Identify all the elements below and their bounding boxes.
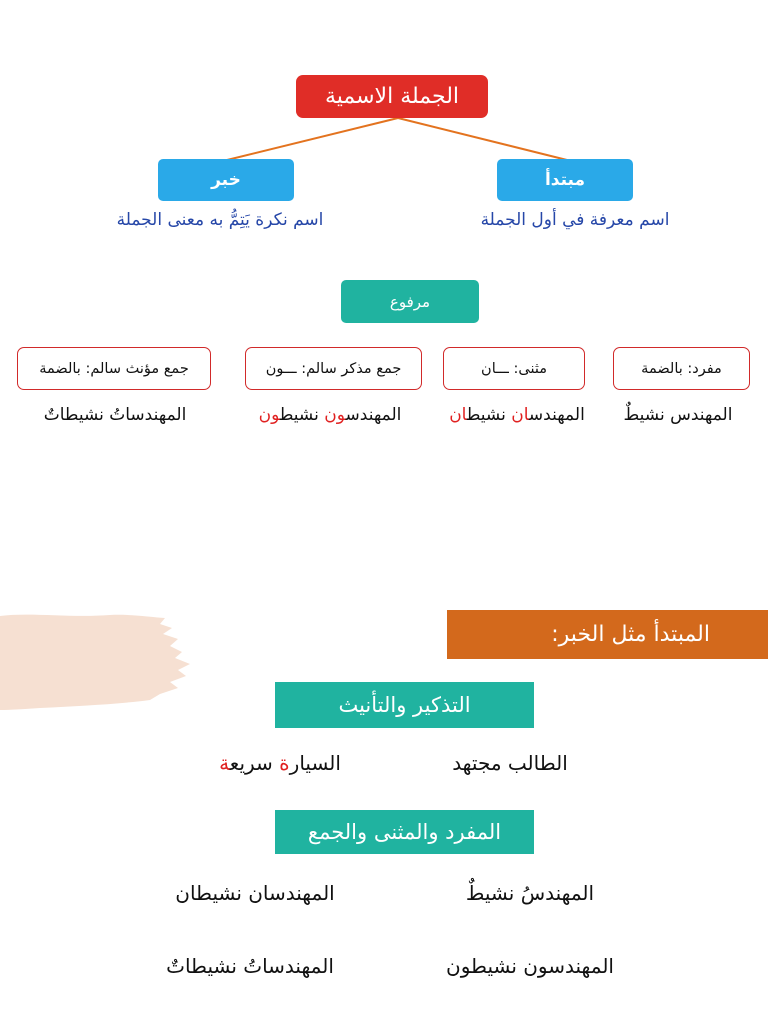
number-example-masc-plural: المهندسون نشيطون xyxy=(446,954,614,978)
example-muannath xyxy=(25,405,205,425)
connector-root-mubtada xyxy=(398,118,567,160)
gender-title: التذكير والتأنيث xyxy=(275,682,534,728)
root-node: الجملة الاسمية xyxy=(296,75,488,118)
highlight-suffix: ان xyxy=(449,405,467,425)
text-part: المهندس xyxy=(528,405,585,425)
number-example-dual: المهندسان نشيطان xyxy=(175,881,335,905)
connector-root-khabar xyxy=(227,118,398,160)
brush-stroke-decoration xyxy=(0,606,196,712)
khabar-node: خبر xyxy=(158,159,294,201)
type-box-muannath: جمع مؤنث سالم: بالضمة xyxy=(17,347,211,390)
text-part: الطالب مجتهد xyxy=(452,751,568,775)
type-box-mudhakkar: جمع مذكر سالم: ـــون xyxy=(245,347,422,390)
highlight-suffix: ون xyxy=(324,405,346,425)
text-part: المهندس xyxy=(345,405,402,425)
example-mufrad xyxy=(598,405,758,425)
khabar-description: اسم نكرة يَتِمُّ به معنى الجملة xyxy=(116,210,324,230)
gender-example-masculine xyxy=(420,751,600,775)
example-muthanna xyxy=(432,405,602,425)
text-part: نشيط xyxy=(279,405,325,425)
text-part: السيار xyxy=(289,751,341,775)
example-mudhakkar xyxy=(240,405,420,425)
highlight-suffix: ون xyxy=(258,405,280,425)
highlight-suffix: ة xyxy=(279,751,290,775)
text-part: المهندس نشيطٌ xyxy=(623,405,733,425)
number-example-fem-plural: المهندساتُ نشيطاتٌ xyxy=(166,954,334,978)
type-box-muthanna: مثنى: ـــان xyxy=(443,347,585,390)
gender-example-feminine xyxy=(190,751,370,775)
case-node: مرفوع xyxy=(341,280,479,323)
mubtada-node: مبتدأ xyxy=(497,159,633,201)
highlight-suffix: ة xyxy=(219,751,230,775)
highlight-suffix: ان xyxy=(511,405,529,425)
number-example-singular: المهندسُ نشيطٌ xyxy=(465,881,595,905)
type-box-mufrad: مفرد: بالضمة xyxy=(613,347,750,390)
text-part: نشيط xyxy=(466,405,512,425)
mubtada-description: اسم معرفة في أول الجملة xyxy=(480,210,670,230)
number-title: المفرد والمثنى والجمع xyxy=(275,810,534,854)
section-header: المبتدأ مثل الخبر: xyxy=(447,610,768,659)
text-part: المهندساتُ نشيطاتٌ xyxy=(43,405,187,425)
text-part: سريع xyxy=(229,751,280,775)
